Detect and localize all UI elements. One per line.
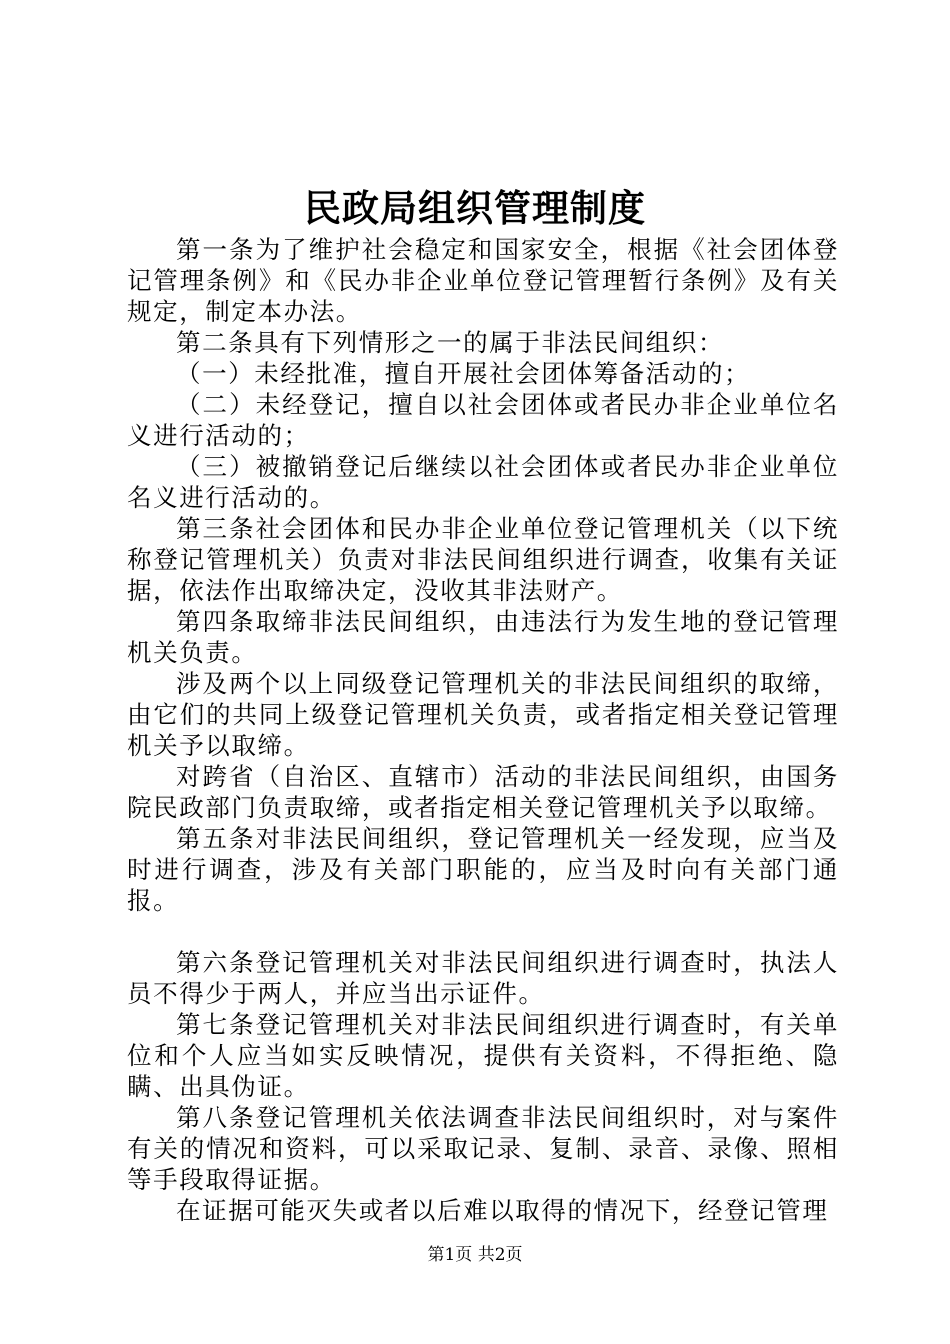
page-footer: 第1页 共2页 <box>427 1245 523 1265</box>
paragraph-article-5: 第五条对非法民间组织，登记管理机关一经发现，应当及时进行调查，涉及有关部门职能的，应当及时向有关部门通报。 <box>127 824 839 915</box>
paragraph-article-2: 第二条具有下列情形之一的属于非法民间组织： <box>176 328 725 357</box>
paragraph-article-4-clause-2: 涉及两个以上同级登记管理机关的非法民间组织的取缔，由它们的共同上级登记管理机关负责，或者指定相关登记管理机关予以取缔。 <box>127 669 839 760</box>
document-body <box>127 234 839 1226</box>
paragraph-item-3: （三）被撤销登记后继续以社会团体或者民办非企业单位名义进行活动的。 <box>127 452 839 512</box>
paragraph-article-6: 第六条登记管理机关对非法民间组织进行调查时，执法人员不得少于两人，并应当出示证件。 <box>127 948 839 1008</box>
paragraph-article-4: 第四条取缔非法民间组织，由违法行为发生地的登记管理机关负责。 <box>127 607 839 667</box>
paragraph-article-8-clause-2: 在证据可能灭失或者以后难以取得的情况下，经登记管理 <box>176 1196 829 1225</box>
paragraph-item-2: （二）未经登记，擅自以社会团体或者民办非企业单位名义进行活动的； <box>127 390 839 450</box>
paragraph-article-7: 第七条登记管理机关对非法民间组织进行调查时，有关单位和个人应当如实反映情况，提供有关资料，不得拒绝、隐瞒、出具伪证。 <box>127 1010 839 1101</box>
paragraph-article-8: 第八条登记管理机关依法调查非法民间组织时，对与案件有关的情况和资料，可以采取记录、复制、录音、录像、照相等手段取得证据。 <box>127 1103 839 1194</box>
paragraph-article-3: 第三条社会团体和民办非企业单位登记管理机关（以下统称登记管理机关）负责对非法民间组织进行调查，收集有关证据，依法作出取缔决定，没收其非法财产。 <box>127 514 839 605</box>
document-title: 民政局组织管理制度 <box>304 186 646 230</box>
paragraph-article-4-clause-3: 对跨省（自治区、直辖市）活动的非法民间组织，由国务院民政部门负责取缔，或者指定相关登记管理机关予以取缔。 <box>127 762 839 822</box>
paragraph-item-1: （一）未经批准，擅自开展社会团体筹备活动的； <box>176 359 751 388</box>
paragraph-article-1: 第一条为了维护社会稳定和国家安全，根据《社会团体登记管理条例》和《民办非企业单位登记管理暂行条例》及有关规定，制定本办法。 <box>127 235 839 326</box>
